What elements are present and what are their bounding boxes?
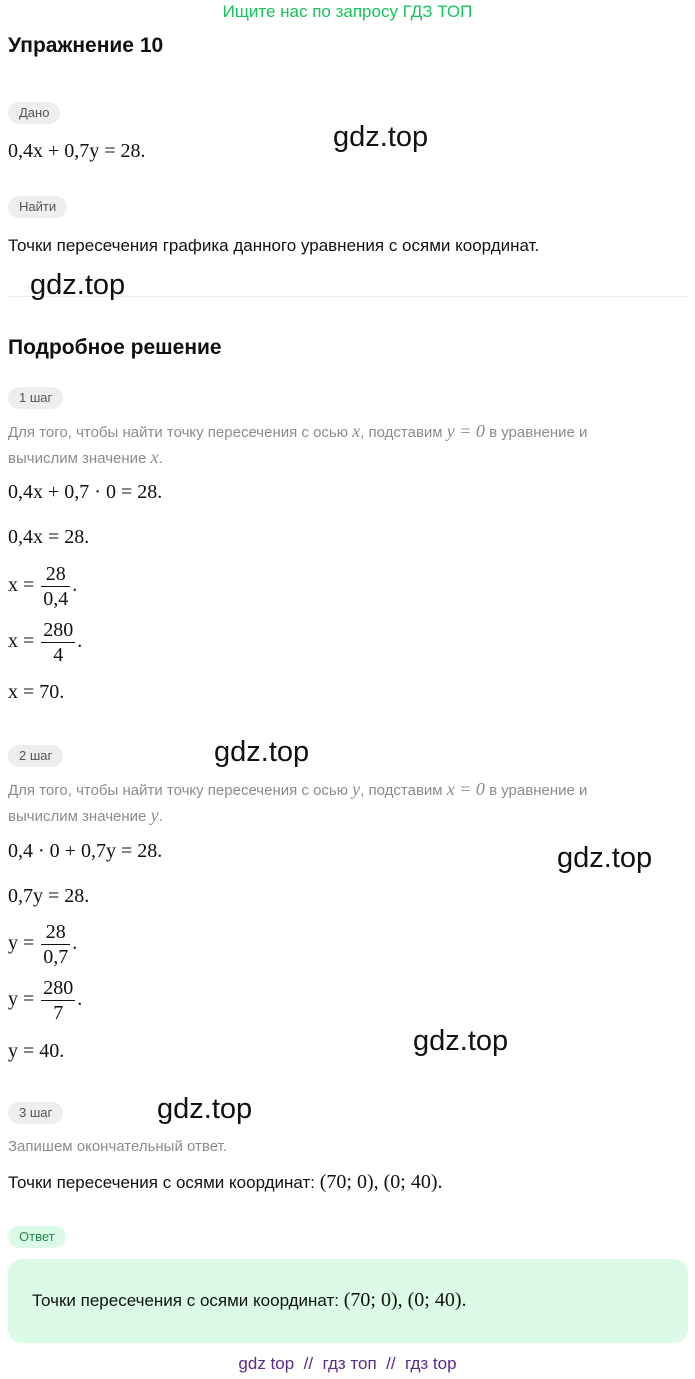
step-2-frac1-den: 0,7 [43, 946, 69, 968]
step-1-note-var: x [352, 421, 361, 441]
solution-title: Подробное решение [8, 336, 222, 359]
step-1-frac1-den: 0,4 [43, 588, 69, 610]
step-1-note-d: вычислим значение [8, 450, 147, 467]
footer-separator: // [303, 1354, 314, 1373]
step-3-text [8, 1171, 443, 1194]
answer-text [32, 1289, 467, 1312]
footer-link-gdz-top-ru[interactable]: гдз топ [322, 1354, 377, 1373]
step-2-result: y = 40. [8, 1040, 65, 1062]
step-1-frac1-lhs: x = [8, 574, 35, 597]
given-badge: Дано [8, 102, 60, 124]
footer-separator: // [386, 1354, 396, 1373]
step-2-frac2 [41, 976, 75, 1025]
watermark: gdz.top [333, 121, 429, 153]
step-1-frac2-den: 4 [41, 642, 75, 667]
step-2-frac1-num: 28 [45, 921, 66, 943]
step-2-note-end: . [158, 808, 163, 825]
footer-link-gdz-top[interactable]: gdz top [238, 1354, 295, 1373]
step-1-note-var2: x [150, 447, 159, 467]
step-1-note-c: в уравнение и [489, 424, 588, 441]
answer-badge: Ответ [8, 1226, 66, 1248]
step-1-result: x = 70. [8, 681, 65, 703]
watermark: gdz.top [557, 842, 653, 874]
step-1-fraction-1: x = $\frac{28}{0,4}$ . [8, 563, 78, 610]
step-1-fraction-2: x = $\frac{280}{4}$ . [8, 619, 83, 666]
step-1-line-2: 0,4x = 28. [8, 526, 90, 548]
step-2-frac1 [41, 920, 70, 969]
page-title: Упражнение 10 [8, 34, 164, 57]
step-2-note-b: , подставим [360, 782, 443, 799]
step-2-note-d: вычислим значение [8, 808, 147, 825]
step-2-fraction-2: y = $\frac{280}{7}$ . [8, 977, 83, 1024]
step-1-frac2 [41, 618, 75, 667]
answer-text-prefix: Точки пересечения с осями координат: [32, 1291, 340, 1310]
step-2-frac2-num: 280 [43, 977, 74, 999]
step-1-note-sub: y = 0 [446, 421, 485, 441]
step-2-frac2-lhs: y = [8, 988, 35, 1011]
given-equation: 0,4x + 0,7y = 28. [8, 140, 146, 162]
step-1-badge: 1 шаг [8, 387, 63, 409]
answer-box [8, 1259, 688, 1343]
step-3-text-prefix: Точки пересечения с осями координат: [8, 1173, 316, 1192]
step-2-note-c: в уравнение и [489, 782, 588, 799]
watermark: gdz.top [413, 1025, 509, 1057]
footer-link-gdz-top-mixed[interactable]: гдз top [405, 1354, 457, 1373]
step-2-frac2-den: 7 [41, 1000, 75, 1025]
step-2-note-var: y [352, 779, 361, 799]
step-1-frac2-num: 280 [43, 619, 74, 641]
watermark: gdz.top [214, 736, 310, 768]
step-1-note [8, 419, 678, 471]
step-1-frac1-num: 28 [45, 563, 66, 585]
step-2-note-a: Для того, чтобы найти точку пересечения с осью [8, 782, 348, 799]
step-2-note-var2: y [150, 805, 159, 825]
step-2-line-1: 0,4 · 0 + 0,7y = 28. [8, 840, 163, 862]
step-3-note: Запишем окончательный ответ. [8, 1138, 227, 1155]
step-1-frac2-lhs: x = [8, 630, 35, 653]
step-1-frac1 [41, 562, 70, 611]
watermark: gdz.top [30, 269, 126, 301]
step-1-note-b: , подставим [360, 424, 443, 441]
find-badge: Найти [8, 196, 67, 218]
step-2-line-2: 0,7y = 28. [8, 885, 90, 907]
answer-points: (70; 0), (0; 40). [343, 1289, 467, 1311]
watermark: gdz.top [157, 1093, 253, 1125]
step-1-line-1: 0,4x + 0,7 · 0 = 28. [8, 481, 163, 503]
top-banner: Ищите нас по запросу ГДЗ ТОП [222, 2, 473, 21]
step-2-fraction-1: y = $\frac{28}{0,7}$ . [8, 921, 78, 968]
step-2-badge: 2 шаг [8, 745, 63, 767]
step-3-points: (70; 0), (0; 40). [319, 1171, 443, 1193]
step-1-note-end: . [158, 450, 163, 467]
find-text: Точки пересечения графика данного уравнения с осями координат. [8, 236, 540, 255]
step-2-frac1-lhs: y = [8, 932, 35, 955]
footer-links [0, 1354, 695, 1374]
step-3-badge: 3 шаг [8, 1102, 63, 1124]
step-1-note-a: Для того, чтобы найти точку пересечения с осью [8, 424, 348, 441]
step-2-note [8, 777, 678, 829]
step-2-note-sub: x = 0 [446, 779, 485, 799]
